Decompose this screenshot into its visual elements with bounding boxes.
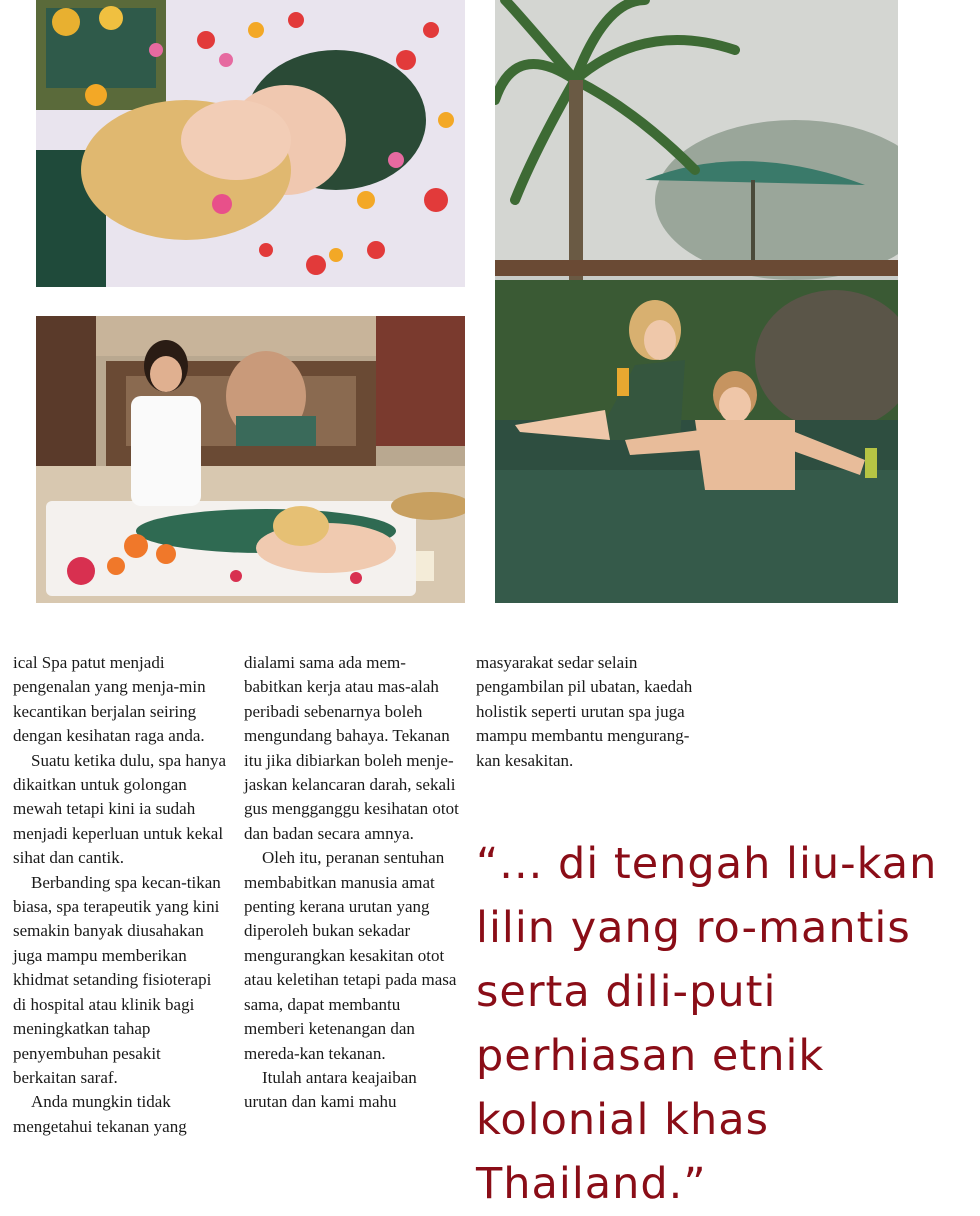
paragraph: Berbanding spa kecan-tikan biasa, spa terapeutik yang kini semakin banyak diusahakan juga mampu memberikan khidmat setanding fisioterapi di hospital atau klinik bagi meningkatkan tahap penyembuhan pesakit berkaitan saraf. <box>13 872 221 1087</box>
photo-flower-bath <box>36 0 465 287</box>
paragraph: Oleh itu, peranan sentuhan membabitkan manusia amat penting kerana urutan yang diperoleh bukan sekadar mengurangkan kesakitan otot atau keletihan tetapi pada masa sama, dapat membantu memberi ketenangan dan mereda-kan tekanan. <box>244 848 457 1063</box>
paragraph: Suatu ketika dulu, spa hanya dikaitkan untuk golongan mewah tetapi kini ia sudah menjadi keperluan untuk kekal sihat dan cantik. <box>13 750 226 868</box>
paragraph: Anda mungkin tidak mengetahui tekanan yang <box>13 1092 187 1136</box>
paragraph: Itulah antara keajaiban urutan dan kami mahu <box>244 1067 417 1112</box>
paragraph: masyarakat sedar selain pengambilan pil ubatan, kaedah holistik seperti urutan spa juga mampu membantu mengurang-kan kesakitan. <box>476 653 693 770</box>
article-column-3 <box>476 651 696 773</box>
paragraph: dialami sama ada mem-babitkan kerja atau mas-alah peribadi sebenarnya boleh mengundang bahaya. Tekanan itu jika dibiarkan boleh menje-jaskan kelancaran darah, sekali gus mengganggu kesihatan otot dan badan secara amnya. <box>244 653 459 843</box>
photo-massage-room <box>36 316 465 603</box>
pull-quote: “... di tengah liu-kan lilin yang ro-mantis serta dili-puti perhiasan etnik kolonial khas Thailand.” <box>476 839 938 1209</box>
article-column-2 <box>244 651 459 1115</box>
photo-pool-couple <box>495 0 898 603</box>
paragraph: ical Spa patut menjadi pengenalan yang menja-min kecantikan berjalan seiring dengan kesihatan raga anda. <box>13 653 206 746</box>
article-column-1 <box>13 651 228 1139</box>
